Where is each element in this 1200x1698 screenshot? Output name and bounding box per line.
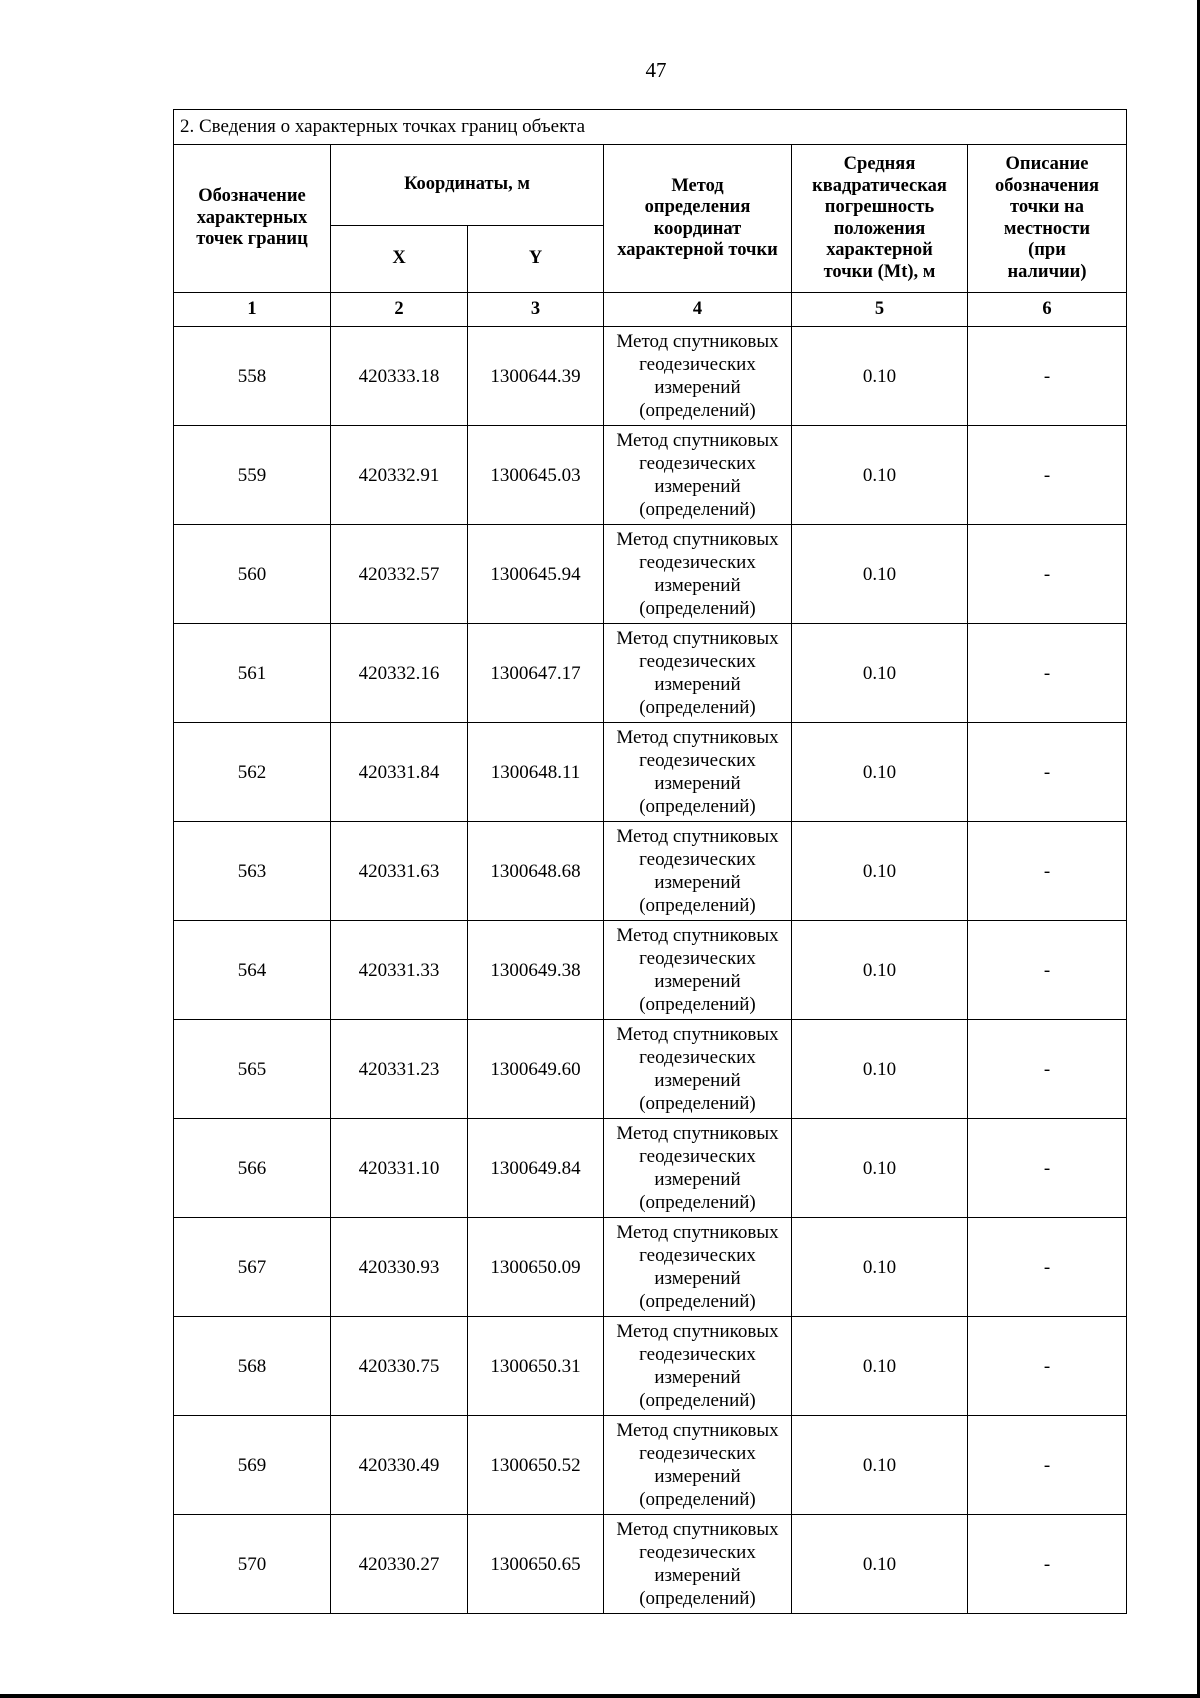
x-coordinate-cell: 420331.10: [331, 1119, 468, 1218]
point-number-cell: 565: [174, 1020, 331, 1119]
point-number-cell: 562: [174, 723, 331, 822]
boundary-points-table: [173, 109, 1127, 1614]
method-line: Метод спутниковых: [616, 1024, 779, 1045]
method-cell: [604, 426, 792, 525]
y-coordinate-cell: 1300649.38: [468, 921, 604, 1020]
method-line: (определений): [639, 499, 756, 520]
method-cell: [604, 1317, 792, 1416]
column-number: 4: [604, 293, 792, 327]
method-line: (определений): [639, 895, 756, 916]
column-number: 3: [468, 293, 604, 327]
method-line: измерений: [654, 773, 741, 794]
scan-edge-bottom: [0, 1694, 1200, 1698]
y-coordinate-cell: 1300644.39: [468, 327, 604, 426]
x-coordinate-cell: 420333.18: [331, 327, 468, 426]
method-cell: [604, 327, 792, 426]
y-coordinate-cell: 1300648.11: [468, 723, 604, 822]
method-line: Метод спутниковых: [616, 1123, 779, 1144]
description-cell: -: [968, 1317, 1127, 1416]
mt-error-cell: 0.10: [792, 624, 968, 723]
x-coordinate-cell: 420331.63: [331, 822, 468, 921]
method-cell: [604, 525, 792, 624]
method-cell: [604, 723, 792, 822]
y-coordinate-cell: 1300650.31: [468, 1317, 604, 1416]
column-number: 5: [792, 293, 968, 327]
table-row: [174, 426, 1127, 525]
table-row: [174, 822, 1127, 921]
point-number-cell: 568: [174, 1317, 331, 1416]
method-line: Метод спутниковых: [616, 331, 779, 352]
page-number: 47: [645, 58, 667, 82]
method-line: (определений): [639, 1390, 756, 1411]
method-cell: [604, 624, 792, 723]
method-line: измерений: [654, 1367, 741, 1388]
point-number-cell: 563: [174, 822, 331, 921]
method-line: геодезических: [639, 1245, 756, 1266]
table-row: [174, 525, 1127, 624]
x-coordinate-cell: 420332.57: [331, 525, 468, 624]
table-row: [174, 1218, 1127, 1317]
method-cell: [604, 822, 792, 921]
mt-error-cell: 0.10: [792, 1020, 968, 1119]
method-line: измерений: [654, 476, 741, 497]
method-line: измерений: [654, 1565, 741, 1586]
y-coordinate-cell: 1300647.17: [468, 624, 604, 723]
y-coordinate-cell: 1300648.68: [468, 822, 604, 921]
method-line: измерений: [654, 674, 741, 695]
method-line: (определений): [639, 994, 756, 1015]
method-cell: [604, 1515, 792, 1614]
point-number-cell: 564: [174, 921, 331, 1020]
x-coordinate-cell: 420332.16: [331, 624, 468, 723]
header-method: Метод определения координат характерной точки: [604, 145, 792, 293]
point-number-cell: 558: [174, 327, 331, 426]
method-line: (определений): [639, 598, 756, 619]
method-line: измерений: [654, 971, 741, 992]
header-y: Y: [468, 226, 604, 293]
x-coordinate-cell: 420330.93: [331, 1218, 468, 1317]
mt-error-cell: 0.10: [792, 1416, 968, 1515]
table-row: [174, 624, 1127, 723]
x-coordinate-cell: 420330.27: [331, 1515, 468, 1614]
x-coordinate-cell: 420331.23: [331, 1020, 468, 1119]
table-row: [174, 1317, 1127, 1416]
y-coordinate-cell: 1300645.94: [468, 525, 604, 624]
x-coordinate-cell: 420330.49: [331, 1416, 468, 1515]
column-number: 6: [968, 293, 1127, 327]
description-cell: -: [968, 1416, 1127, 1515]
description-cell: -: [968, 624, 1127, 723]
method-line: геодезических: [639, 948, 756, 969]
method-line: Метод спутниковых: [616, 826, 779, 847]
table-row: [174, 327, 1127, 426]
x-coordinate-cell: 420331.33: [331, 921, 468, 1020]
y-coordinate-cell: 1300650.09: [468, 1218, 604, 1317]
method-line: измерений: [654, 1268, 741, 1289]
y-coordinate-cell: 1300649.84: [468, 1119, 604, 1218]
mt-error-cell: 0.10: [792, 327, 968, 426]
method-line: геодезических: [639, 1542, 756, 1563]
method-line: Метод спутниковых: [616, 628, 779, 649]
method-line: геодезических: [639, 1344, 756, 1365]
mt-error-cell: 0.10: [792, 723, 968, 822]
method-line: (определений): [639, 1093, 756, 1114]
method-line: измерений: [654, 575, 741, 596]
method-cell: [604, 1020, 792, 1119]
description-cell: -: [968, 525, 1127, 624]
method-line: геодезических: [639, 651, 756, 672]
mt-error-cell: 0.10: [792, 525, 968, 624]
point-number-cell: 570: [174, 1515, 331, 1614]
mt-error-cell: 0.10: [792, 921, 968, 1020]
table-row: [174, 1119, 1127, 1218]
method-line: измерений: [654, 1070, 741, 1091]
method-line: Метод спутниковых: [616, 925, 779, 946]
description-cell: -: [968, 1218, 1127, 1317]
table-row: [174, 1020, 1127, 1119]
table-row: [174, 1416, 1127, 1515]
method-line: измерений: [654, 1466, 741, 1487]
description-cell: -: [968, 822, 1127, 921]
description-cell: -: [968, 1515, 1127, 1614]
method-line: Метод спутниковых: [616, 430, 779, 451]
column-number: 1: [174, 293, 331, 327]
method-line: Метод спутниковых: [616, 1222, 779, 1243]
x-coordinate-cell: 420331.84: [331, 723, 468, 822]
method-line: (определений): [639, 1291, 756, 1312]
method-line: геодезических: [639, 552, 756, 573]
method-line: (определений): [639, 1588, 756, 1609]
y-coordinate-cell: 1300650.65: [468, 1515, 604, 1614]
mt-error-cell: 0.10: [792, 1317, 968, 1416]
point-number-cell: 560: [174, 525, 331, 624]
method-line: геодезических: [639, 1443, 756, 1464]
method-line: (определений): [639, 697, 756, 718]
method-line: геодезических: [639, 750, 756, 771]
point-number-cell: 561: [174, 624, 331, 723]
method-cell: [604, 1119, 792, 1218]
header-error: Средняя квадратическая погрешность положения характерной точки (Mt), м: [792, 145, 968, 293]
column-number: 2: [331, 293, 468, 327]
method-line: измерений: [654, 872, 741, 893]
description-cell: -: [968, 921, 1127, 1020]
table-caption: 2. Сведения о характерных точках границ объекта: [174, 110, 1127, 145]
method-cell: [604, 1416, 792, 1515]
x-coordinate-cell: 420330.75: [331, 1317, 468, 1416]
point-number-cell: 566: [174, 1119, 331, 1218]
method-cell: [604, 921, 792, 1020]
method-line: Метод спутниковых: [616, 1321, 779, 1342]
mt-error-cell: 0.10: [792, 822, 968, 921]
method-line: геодезических: [639, 1146, 756, 1167]
point-number-cell: 569: [174, 1416, 331, 1515]
method-line: геодезических: [639, 453, 756, 474]
mt-error-cell: 0.10: [792, 426, 968, 525]
description-cell: -: [968, 1020, 1127, 1119]
method-line: Метод спутниковых: [616, 1519, 779, 1540]
description-cell: -: [968, 426, 1127, 525]
method-line: геодезических: [639, 1047, 756, 1068]
description-cell: -: [968, 1119, 1127, 1218]
method-line: геодезических: [639, 849, 756, 870]
header-coordinates: Координаты, м: [331, 145, 604, 226]
method-line: измерений: [654, 1169, 741, 1190]
method-line: (определений): [639, 1489, 756, 1510]
description-cell: -: [968, 723, 1127, 822]
mt-error-cell: 0.10: [792, 1515, 968, 1614]
method-line: Метод спутниковых: [616, 1420, 779, 1441]
table-row: [174, 921, 1127, 1020]
method-line: измерений: [654, 377, 741, 398]
method-line: (определений): [639, 1192, 756, 1213]
y-coordinate-cell: 1300650.52: [468, 1416, 604, 1515]
method-line: геодезических: [639, 354, 756, 375]
table-body: [174, 327, 1127, 1614]
table-row: [174, 723, 1127, 822]
header-designation: Обозначение характерных точек границ: [174, 145, 331, 293]
method-line: Метод спутниковых: [616, 727, 779, 748]
method-line: Метод спутниковых: [616, 529, 779, 550]
table-row: [174, 1515, 1127, 1614]
mt-error-cell: 0.10: [792, 1119, 968, 1218]
method-cell: [604, 1218, 792, 1317]
header-x: X: [331, 226, 468, 293]
point-number-cell: 559: [174, 426, 331, 525]
point-number-cell: 567: [174, 1218, 331, 1317]
header-description: Описание обозначения точки на местности (при наличии): [968, 145, 1127, 293]
method-line: (определений): [639, 400, 756, 421]
y-coordinate-cell: 1300649.60: [468, 1020, 604, 1119]
description-cell: -: [968, 327, 1127, 426]
y-coordinate-cell: 1300645.03: [468, 426, 604, 525]
mt-error-cell: 0.10: [792, 1218, 968, 1317]
x-coordinate-cell: 420332.91: [331, 426, 468, 525]
method-line: (определений): [639, 796, 756, 817]
